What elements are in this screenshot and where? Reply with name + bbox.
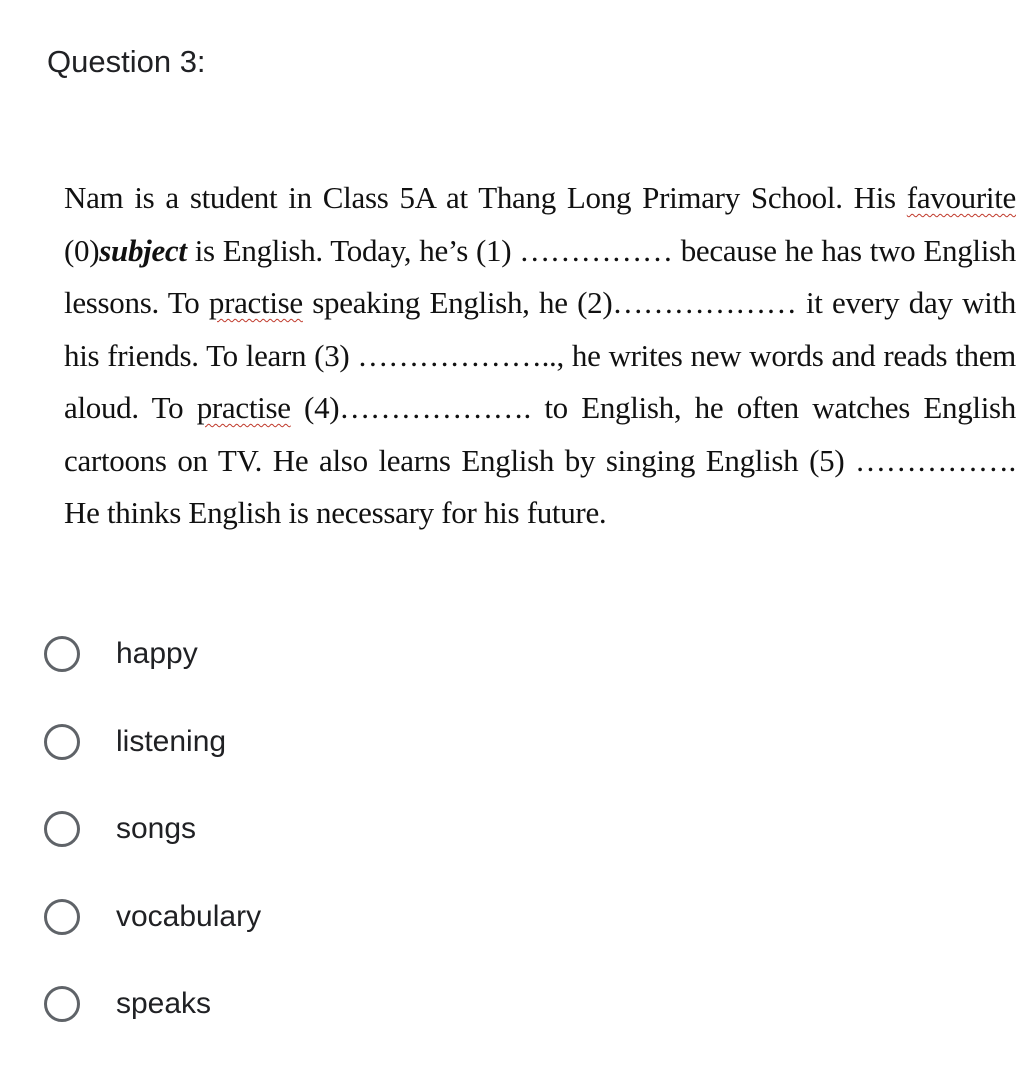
option-songs[interactable] bbox=[44, 807, 644, 851]
spellcheck-word-practise: practise bbox=[208, 285, 303, 320]
radio-button-icon[interactable] bbox=[44, 899, 80, 935]
radio-button-icon[interactable] bbox=[44, 986, 80, 1022]
option-label: speaks bbox=[116, 987, 212, 1020]
passage-text-4: speaking English, he (2)……………… it every day with his friends. To learn (3) ……………….., he writes new words and reads them aloud. To bbox=[64, 285, 1016, 425]
option-listening[interactable] bbox=[44, 720, 644, 764]
answer-options bbox=[44, 632, 644, 1070]
radio-button-icon[interactable] bbox=[44, 811, 80, 847]
spellcheck-word-practise: practise bbox=[196, 390, 291, 425]
spellcheck-word-favourite: favourite bbox=[906, 180, 1016, 215]
passage-text-3: is English. Today, he’s (1) …………… because he has two English lessons. To bbox=[64, 232, 1016, 320]
option-speaks[interactable] bbox=[44, 982, 644, 1026]
question-passage bbox=[64, 172, 1016, 540]
option-label: happy bbox=[116, 637, 198, 670]
example-answer-subject: subject bbox=[99, 232, 187, 268]
passage-text-2: (0) bbox=[64, 232, 100, 268]
option-happy[interactable] bbox=[44, 632, 644, 676]
option-label: vocabulary bbox=[116, 899, 262, 933]
radio-button-icon[interactable] bbox=[44, 636, 80, 672]
radio-button-icon[interactable] bbox=[44, 724, 80, 760]
option-vocabulary[interactable] bbox=[44, 895, 644, 939]
question-title: Question 3: bbox=[47, 44, 206, 79]
option-label: songs bbox=[116, 812, 197, 845]
passage-text-5: (4)………………. to English, he often watches English cartoons on TV. He also learns English by singing English (5) ……………. He thinks English is necessary for his future. bbox=[64, 390, 1016, 530]
passage-text-1: Nam is a student in Class 5A at Thang Long Primary School. His bbox=[64, 180, 907, 215]
option-label: listening bbox=[116, 724, 227, 758]
